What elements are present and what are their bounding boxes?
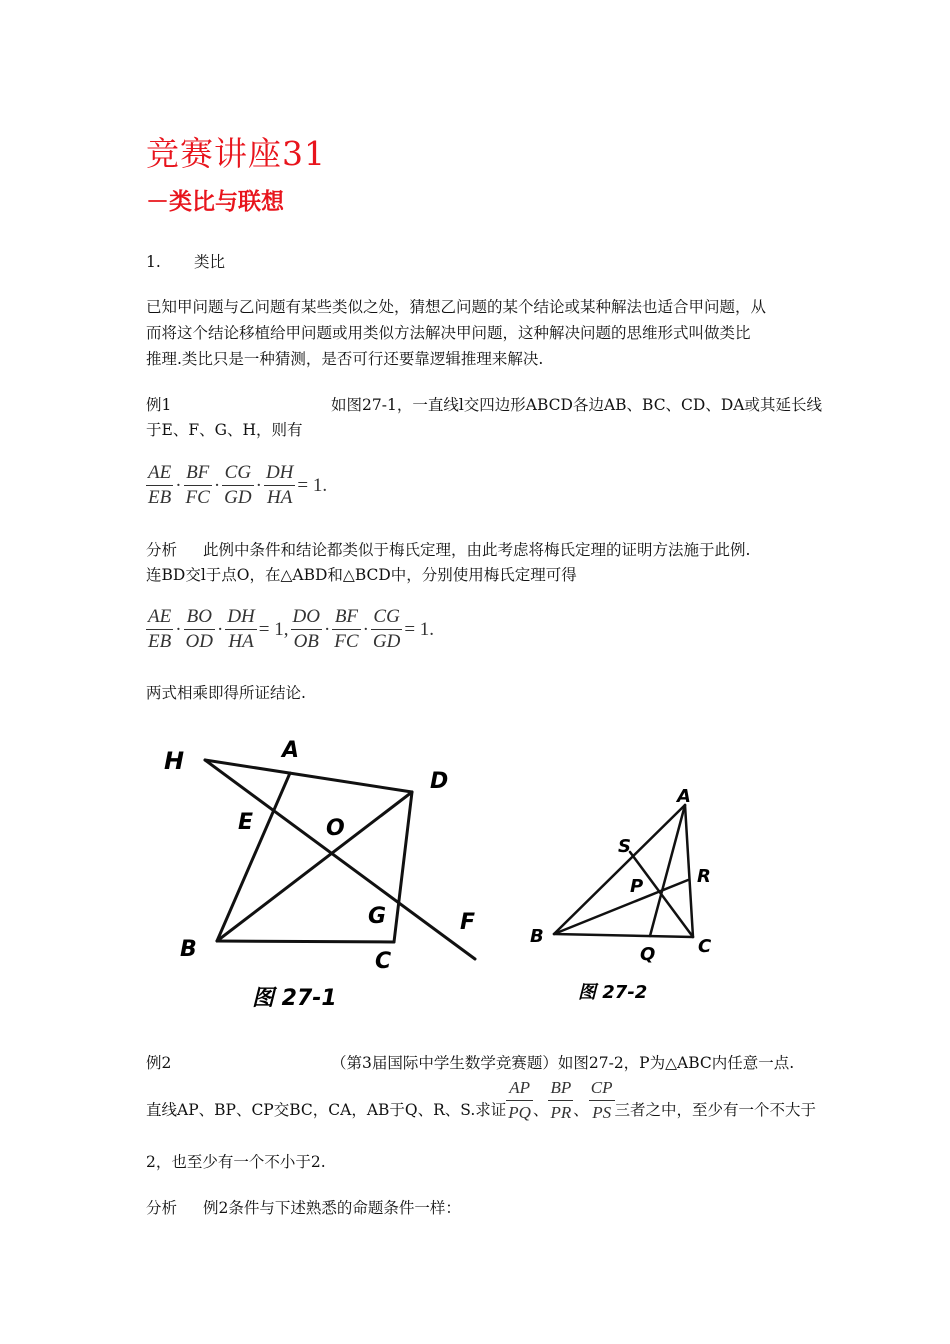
side-BC [217,941,394,942]
example2-line-3: 2，也至少有一个不小于2. [146,1153,326,1171]
label-F: F [460,910,476,935]
example2-line-2: 直线AP、BP、CP交BC，CA，AB于Q、R、S.求证 $\frac{AP}{PQ}$ 、 $\frac{BP}{PR}$ 、 $\frac{CP}{PS}$ 三者之中，至少有一个不大于 [146,1073,816,1127]
figure-27-1 [150,728,490,1018]
label-D: D [430,769,449,794]
analysis1-formula: $\frac{AE}{EB}$ · $\frac{BO}{OD}$ · $\frac{DH}{HA}$ = 1, $\frac{DO}{OB}$ · $\frac{BF}{FC}$ · $\frac{CG}{GD}$ = 1. [148,606,435,652]
example2-line-1: （第3届国际中学生数学竞赛题）如图27-2，P为△ABC内任意一点. [331,1054,795,1072]
side-AC [685,805,693,937]
label-P: P [630,876,644,897]
intro-line-1: 已知甲问题与乙问题有某些类似之处，猜想乙问题的某个结论或某种解法也适合甲问题，从 [146,298,767,316]
side-AB [554,805,685,934]
section-number: 1. [146,253,161,271]
line-HD [205,760,412,792]
analysis1-conclusion: 两式相乘即得所证结论. [146,684,306,702]
label-B: B [180,937,197,962]
intro-line-2: 而将这个结论移植给甲问题或用类似方法解决甲问题，这种解决问题的思维形式叫做类比 [146,324,751,342]
section-heading: 类比 [194,253,226,271]
formula-result: = 1, [258,618,289,640]
analysis1-line-2: 连BD交l于点O，在△ABD和△BCD中，分别使用梅氏定理可得 [146,566,577,584]
fraction: $\frac{DH}{HA}$ [227,606,255,652]
fraction: $\frac{CG}{GD}$ [224,462,252,508]
formula-result: = 1. [404,618,435,640]
side-DC [394,792,412,942]
label-A: A [677,786,691,807]
intro-line-3: 推理.类比只是一种猜测，是否可行还要靠逻辑推理来解决. [146,350,544,368]
label-O: O [326,816,345,841]
cevian-BR [554,880,688,934]
label-E: E [238,810,254,835]
fraction: $\frac{AE}{EB}$ [148,462,172,508]
fraction: $\frac{AE}{EB}$ [148,606,172,652]
side-AB [217,773,290,941]
label-C: C [375,949,392,974]
analysis2-label: 分析 [146,1199,178,1217]
side-BC [554,934,693,937]
fraction-CP-PS: $\frac{CP}{PS}$ [590,1077,613,1122]
fraction: $\frac{BO}{OD}$ [185,606,213,652]
fraction: $\frac{DH}{HA}$ [265,462,294,508]
figure-27-2 [520,780,740,1005]
page-subtitle: －类比与联想 [146,189,284,215]
label-B: B [530,926,544,947]
fraction: $\frac{DO}{OB}$ [292,606,320,652]
fraction-AP-PQ: $\frac{AP}{PQ}$ [508,1077,531,1122]
fraction: $\frac{BF}{FC}$ [334,606,359,652]
label-G: G [368,904,387,929]
figure-27-2-caption: 图 27-2 [578,982,648,1003]
figure-27-1-caption: 图 27-1 [252,986,337,1011]
formula-result: = 1. [297,474,328,496]
label-S: S [618,836,631,857]
analysis1-label: 分析 [146,541,178,559]
fraction: $\frac{CG}{GD}$ [372,606,401,652]
cevian-AQ [650,805,685,936]
example1-line-1: 如图27-1，一直线l交四边形ABCD各边AB、BC、CD、DA或其延长线 [331,396,822,414]
analysis1-line-1: 此例中条件和结论都类似于梅氏定理，由此考虑将梅氏定理的证明方法施于此例. [203,541,751,559]
label-H: H [164,747,185,775]
example1-label: 例1 [146,396,172,414]
fraction: $\frac{BF}{FC}$ [185,462,210,508]
label-C: C [698,936,712,957]
example1-line-2: 于E、F、G、H，则有 [146,421,303,439]
label-Q: Q [640,944,656,965]
label-A: A [282,738,300,763]
page-title: 竞赛讲座31 [146,134,326,173]
example2-label: 例2 [146,1054,172,1072]
example1-formula: $\frac{AE}{EB}$ · $\frac{BF}{FC}$ · $\frac{CG}{GD}$ · $\frac{DH}{HA}$ = 1. [148,462,328,508]
fraction-BP-PR: $\frac{BP}{PR}$ [550,1077,572,1122]
label-R: R [697,866,711,887]
analysis2-line-1: 例2条件与下述熟悉的命题条件一样： [203,1199,461,1217]
